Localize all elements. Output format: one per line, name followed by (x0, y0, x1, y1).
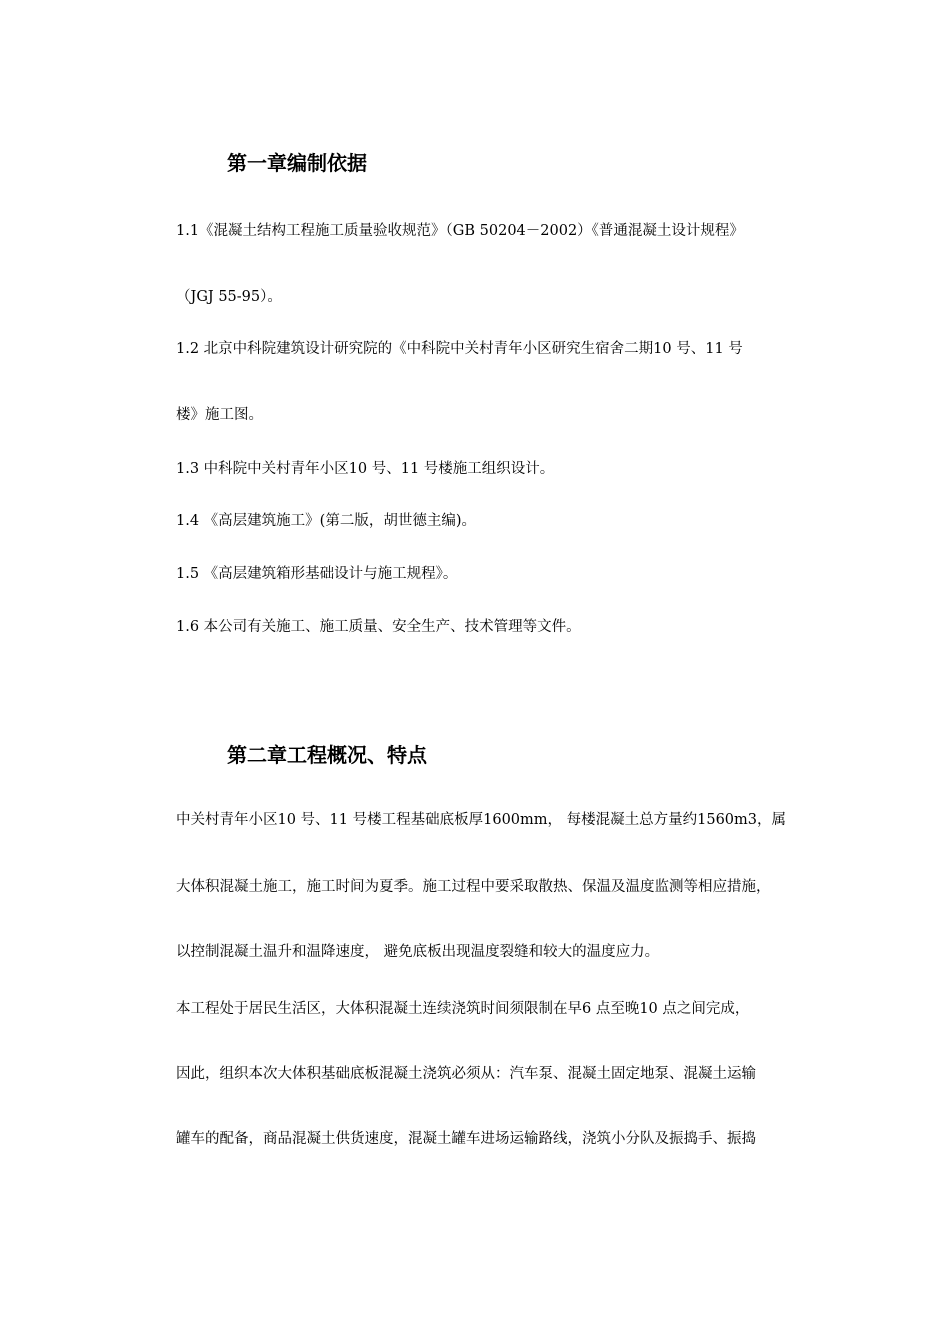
chapter-1-item: 1.6 本公司有关施工、施工质量、安全生产、技术管理等文件。 (176, 619, 581, 635)
chapter-1-item: 1.4 《高层建筑施工》(第二版，胡世德主编)。 (176, 513, 476, 529)
chapter-1-item: 1.2 北京中科院建筑设计研究院的《中科院中关村青年小区研究生宿舍二期10 号、11 号 (176, 341, 743, 357)
chapter-1-item: 1.1《混凝土结构工程施工质量验收规范》（GB 50204－2002）《普通混凝土设计规程》 (176, 223, 744, 239)
chapter-1-item: 1.3 中科院中关村青年小区10 号、11 号楼施工组织设计。 (176, 461, 555, 477)
chapter-2-paragraph-line: 以控制混凝土温升和温降速度， 避免底板出现温度裂缝和较大的温度应力。 (176, 944, 660, 960)
chapter-2-paragraph-line: 因此，组织本次大体积基础底板混凝土浇筑必须从：汽车泵、混凝土固定地泵、混凝土运输 (176, 1066, 756, 1082)
chapter-2-paragraph-line: 中关村青年小区10 号、11 号楼工程基础底板厚1600mm， 每楼混凝土总方量约1560m3，属 (176, 812, 787, 828)
chapter-1-item: （JGJ 55-95）。 (176, 289, 282, 305)
chapter-2-paragraph-line: 大体积混凝土施工，施工时间为夏季。施工过程中要采取散热、保温及温度监测等相应措施， (176, 879, 771, 895)
chapter-2-paragraph-line: 罐车的配备，商品混凝土供货速度，混凝土罐车进场运输路线，浇筑小分队及振捣手、振捣 (176, 1131, 756, 1147)
chapter-1-title: 第一章编制依据 (227, 151, 367, 175)
chapter-1-item: 1.5 《高层建筑箱形基础设计与施工规程》。 (176, 566, 458, 582)
chapter-2-title: 第二章工程概况、特点 (227, 743, 427, 767)
chapter-1-item: 楼》施工图。 (176, 407, 263, 423)
chapter-2-paragraph-line: 本工程处于居民生活区，大体积混凝土连续浇筑时间须限制在早6 点至晚10 点之间完成， (176, 1001, 750, 1017)
